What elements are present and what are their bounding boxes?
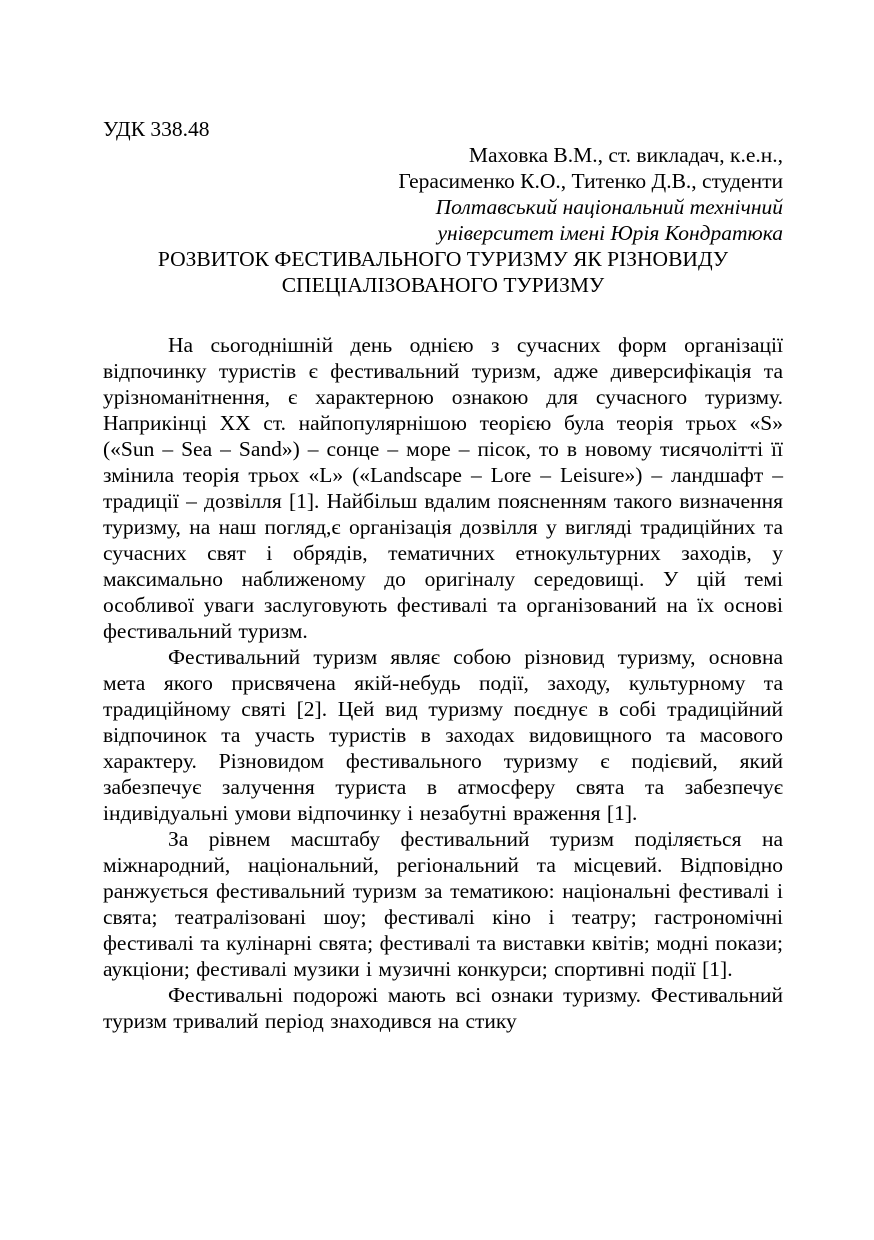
author-line-1: Маховка В.М., ст. викладач, к.е.н., bbox=[468, 143, 783, 167]
paragraph-classification: За рівнем масштабу фестивальний туризм поділяється на міжнародний, національний, регіональний та місцевий. Відповідно ранжується фестивальний туризм за тематикою: національні фестивалі і свята; театралізовані шоу; фестивалі кіно і театру; гастрономічні фестивалі та кулінарні свята; фестивалі та виставки квітів; модні покази; аукціони; фестивалі музики і музичні конкурси; спортивні події [1]. bbox=[103, 827, 783, 981]
author-line-2: Герасименко К.О., Титенко Д.В., студенти bbox=[398, 169, 783, 193]
paper-body bbox=[103, 332, 783, 1034]
paper-title bbox=[103, 246, 783, 298]
paper-title-line-2: СПЕЦІАЛІЗОВАНОГО ТУРИЗМУ bbox=[281, 273, 605, 297]
paragraph-intro: На сьогоднішній день однією з сучасних форм організації відпочинку туристів є фестивальний туризм, адже диверсифікація та урізноманітнення, є характерною ознакою для сучасного туризму. Наприкінці ХХ ст. найпопулярнішою теорією була теорія трьох «S» («Sun – Sea – Sand») – сонце – море – пісок, то в новому тисячолітті її змінила теорія трьох «L» («Landscape – Lore – Leisure») – ландшафт – традиції – дозвілля [1]. Найбільш вдалим поясненням такого визначення туризму, на наш погляд,є організація дозвілля у вигляді традиційних та сучасних свят і обрядів, тематичних етнокультурних заходів, у максимально наближеному до оригіналу середовищі. У цій темі особливої уваги заслуговують фестивалі та організований на їх основі фестивальний туризм. bbox=[103, 333, 783, 643]
author-block bbox=[103, 142, 783, 246]
udc-code: УДК 338.48 bbox=[103, 117, 210, 141]
page-content bbox=[103, 116, 783, 1034]
affiliation-line-1: Полтавський національний технічний bbox=[435, 195, 783, 219]
affiliation-line-2: університет імені Юрія Кондратюка bbox=[437, 221, 783, 245]
paper-title-line-1: РОЗВИТОК ФЕСТИВАЛЬНОГО ТУРИЗМУ ЯК РІЗНОВИДУ bbox=[157, 247, 729, 271]
paragraph-features: Фестивальні подорожі мають всі ознаки туризму. Фестивальний туризм тривалий період знаходився на стику bbox=[103, 983, 783, 1033]
paragraph-definition: Фестивальний туризм являє собою різновид туризму, основна мета якого присвячена якій-небудь події, заходу, культурному та традиційному святі [2]. Цей вид туризму поєднує в собі традиційний відпочинок та участь туристів в заходах видовищного та масового характеру. Різновидом фестивального туризму є подієвий, який забезпечує залучення туриста в атмосферу свята та забезпечує індивідуальні умови відпочинку і незабутні враження [1]. bbox=[103, 645, 783, 825]
